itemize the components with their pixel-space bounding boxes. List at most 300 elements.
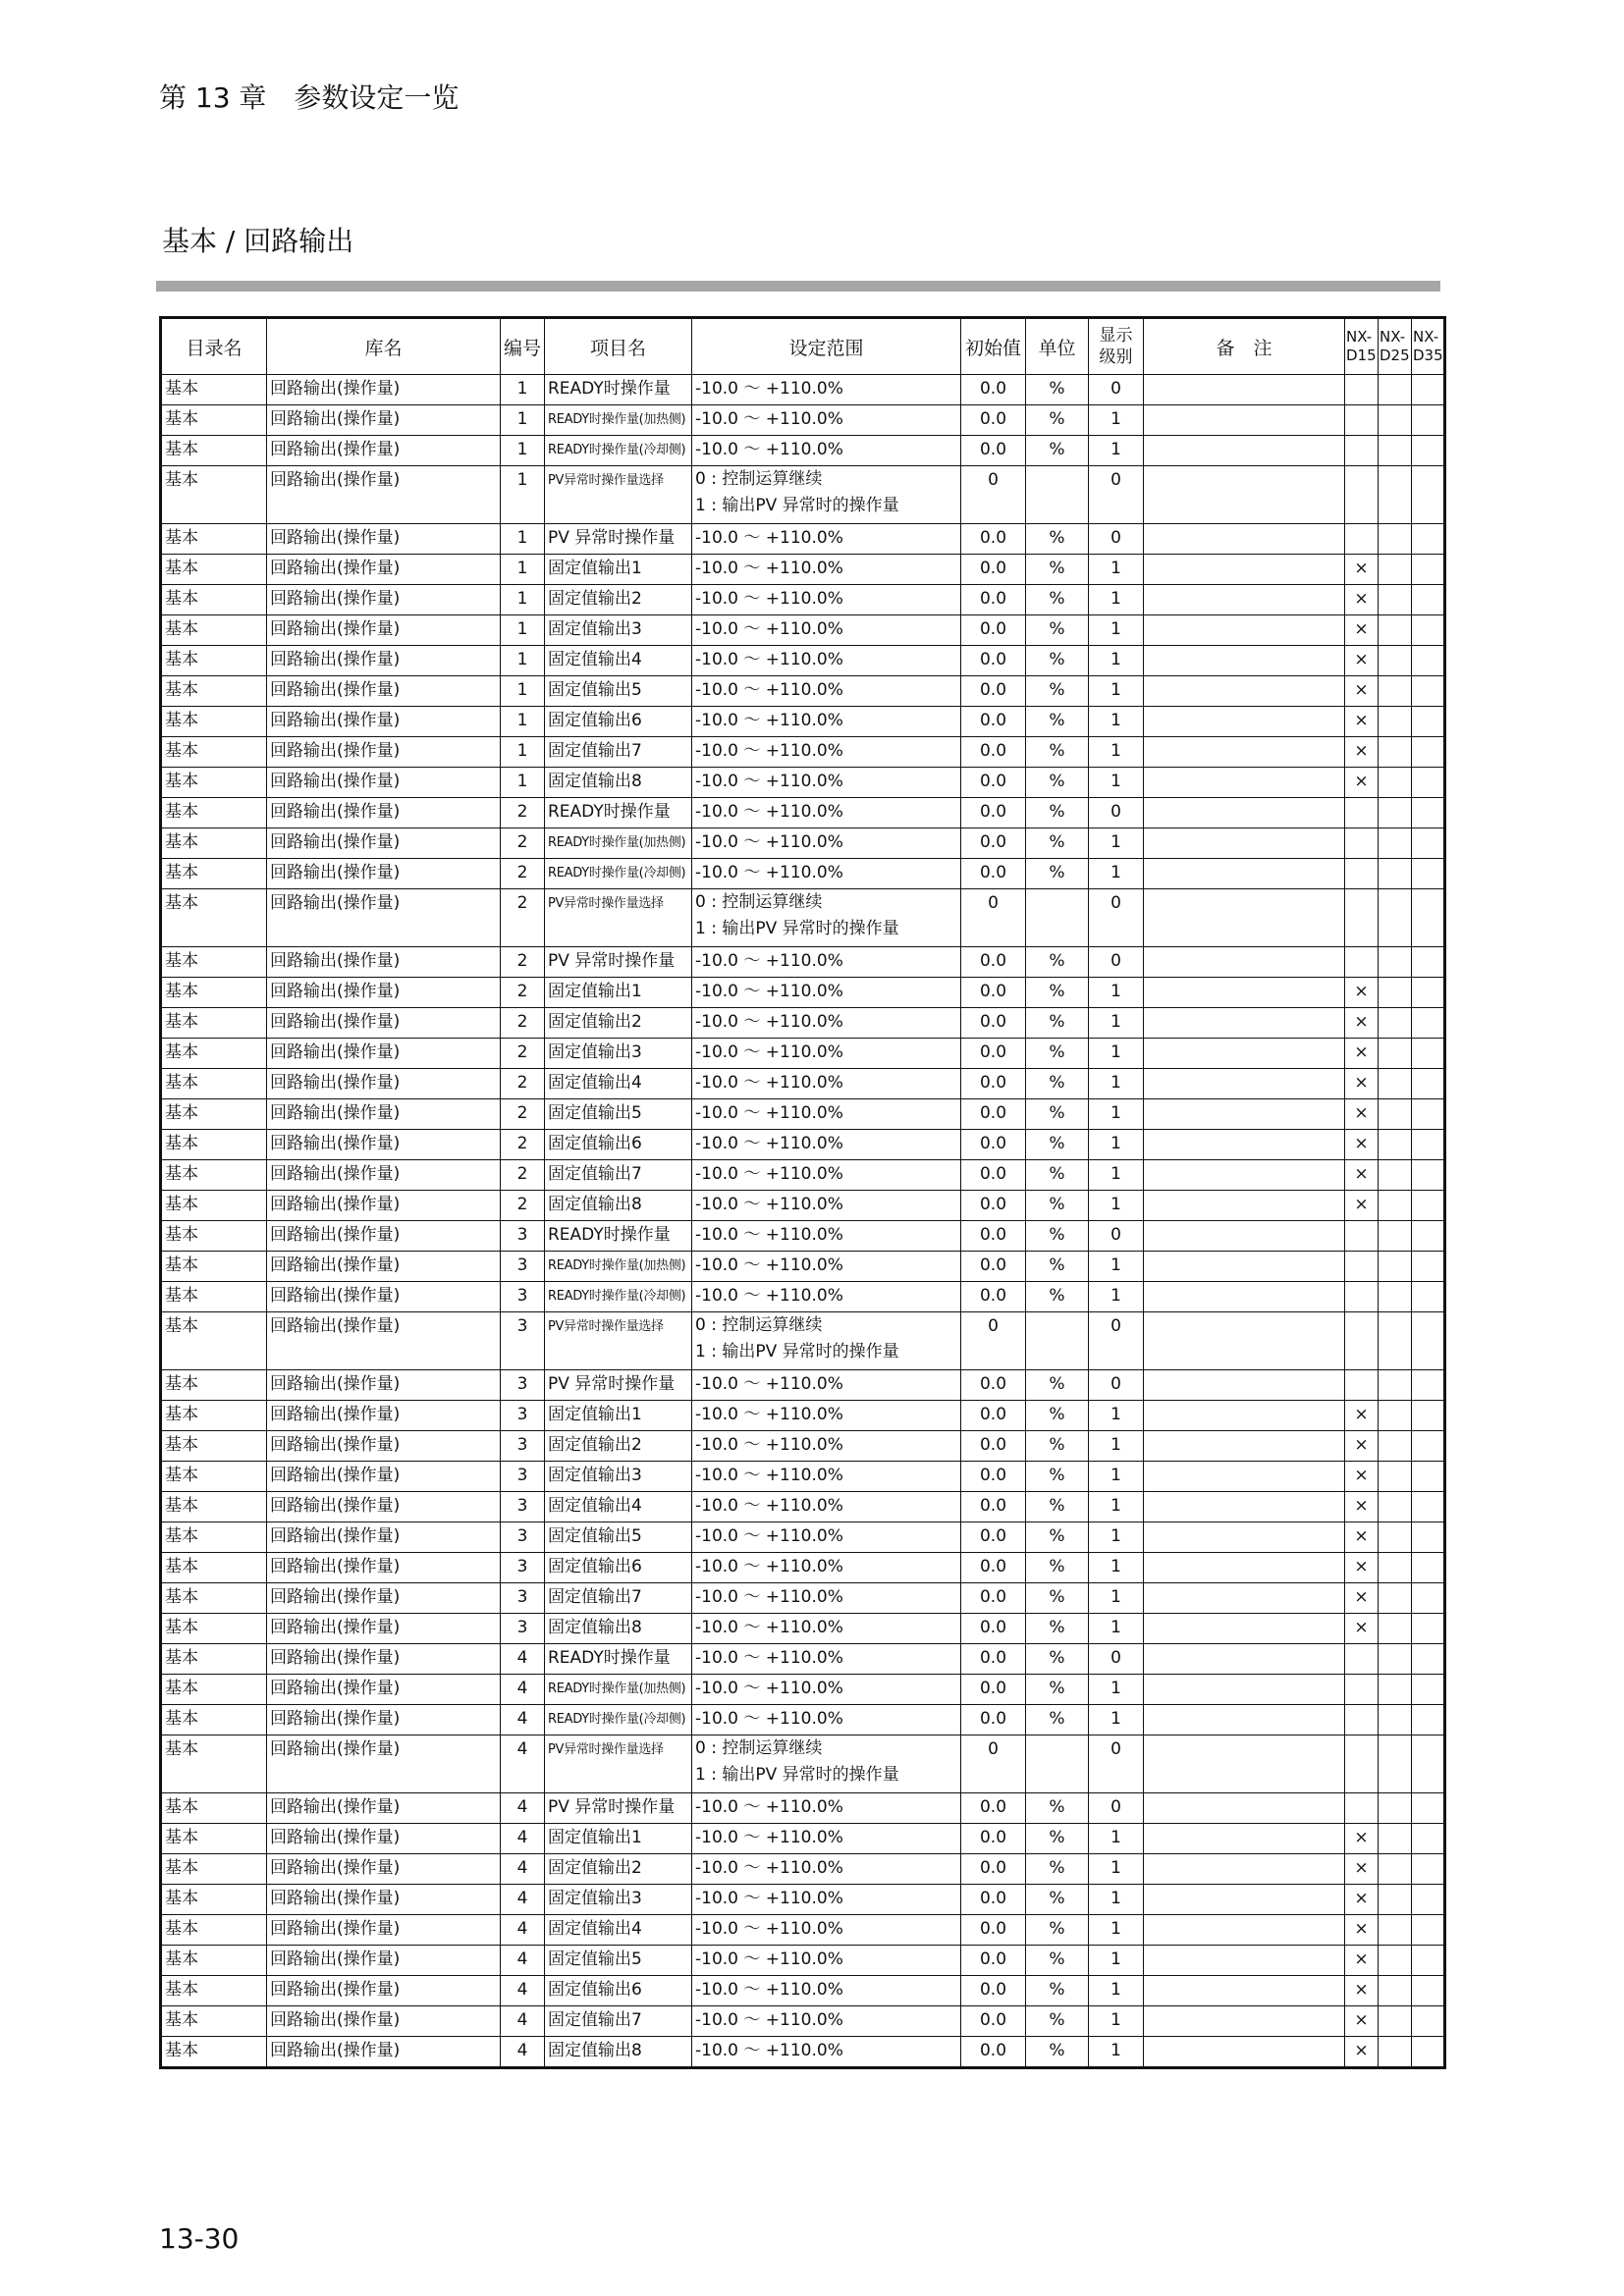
- cell-level: 1: [1089, 1885, 1144, 1915]
- cell-remarks: [1144, 1431, 1345, 1462]
- cell-unit: %: [1026, 1824, 1089, 1854]
- cell-level: 0: [1089, 798, 1144, 828]
- cell-library: 回路输出(操作量): [267, 798, 501, 828]
- cell-model-d15: [1345, 466, 1379, 524]
- cell-directory: 基本: [161, 1069, 267, 1099]
- cell-model-d35: [1412, 1854, 1445, 1885]
- cell-level: 1: [1089, 1824, 1144, 1854]
- cell-number: 4: [501, 1735, 545, 1793]
- cell-model-d35: [1412, 1793, 1445, 1824]
- cell-initial: 0: [961, 1735, 1026, 1793]
- cell-directory: 基本: [161, 947, 267, 978]
- cell-model-d25: [1379, 646, 1412, 676]
- header-number: 编号: [501, 318, 545, 375]
- cell-library: 回路输出(操作量): [267, 889, 501, 947]
- cell-initial: 0.0: [961, 1462, 1026, 1492]
- cell-level: 0: [1089, 889, 1144, 947]
- cell-directory: 基本: [161, 1160, 267, 1191]
- table-row: [161, 466, 1445, 524]
- cell-level: 1: [1089, 436, 1144, 466]
- table-row: [161, 1553, 1445, 1583]
- cell-library: 回路输出(操作量): [267, 1885, 501, 1915]
- cell-initial: 0.0: [961, 1160, 1026, 1191]
- cell-item: READY时操作量: [545, 375, 692, 405]
- header-directory: 目录名: [161, 318, 267, 375]
- cell-unit: %: [1026, 828, 1089, 859]
- cell-remarks: [1144, 1099, 1345, 1130]
- cell-model-d35: [1412, 524, 1445, 555]
- cell-model-d25: [1379, 978, 1412, 1008]
- cell-directory: 基本: [161, 1282, 267, 1312]
- cell-initial: 0.0: [961, 1976, 1026, 2006]
- cell-directory: 基本: [161, 2006, 267, 2037]
- cell-level: 1: [1089, 1008, 1144, 1039]
- cell-item: READY时操作量(冷却侧): [545, 1705, 692, 1735]
- cell-directory: 基本: [161, 585, 267, 615]
- cell-unit: %: [1026, 524, 1089, 555]
- cell-level: 1: [1089, 1462, 1144, 1492]
- cell-unit: %: [1026, 768, 1089, 798]
- cell-remarks: [1144, 466, 1345, 524]
- cell-model-d15: ×: [1345, 615, 1379, 646]
- cell-initial: 0.0: [961, 436, 1026, 466]
- cell-initial: 0.0: [961, 646, 1026, 676]
- cell-directory: 基本: [161, 1008, 267, 1039]
- table-row: [161, 2037, 1445, 2068]
- cell-range: -10.0 ～ +110.0%: [692, 978, 961, 1008]
- table-row: [161, 828, 1445, 859]
- cell-model-d25: [1379, 1099, 1412, 1130]
- cell-number: 2: [501, 1160, 545, 1191]
- cell-initial: 0.0: [961, 405, 1026, 436]
- cell-model-d35: [1412, 1099, 1445, 1130]
- cell-initial: 0.0: [961, 1431, 1026, 1462]
- cell-level: 1: [1089, 676, 1144, 707]
- cell-level: 1: [1089, 1614, 1144, 1644]
- table-row: [161, 676, 1445, 707]
- cell-model-d25: [1379, 2006, 1412, 2037]
- cell-model-d25: [1379, 375, 1412, 405]
- cell-model-d15: ×: [1345, 768, 1379, 798]
- cell-model-d35: [1412, 2006, 1445, 2037]
- cell-remarks: [1144, 1492, 1345, 1522]
- cell-initial: 0.0: [961, 828, 1026, 859]
- cell-directory: 基本: [161, 375, 267, 405]
- cell-number: 3: [501, 1553, 545, 1583]
- cell-item: 固定值输出2: [545, 1008, 692, 1039]
- cell-directory: 基本: [161, 1705, 267, 1735]
- cell-model-d25: [1379, 2037, 1412, 2068]
- cell-model-d25: [1379, 1462, 1412, 1492]
- cell-library: 回路输出(操作量): [267, 737, 501, 768]
- chapter-header: 第 13 章 参数设定一览: [159, 81, 460, 114]
- cell-model-d25: [1379, 1793, 1412, 1824]
- table-row: [161, 707, 1445, 737]
- cell-number: 1: [501, 524, 545, 555]
- cell-range: -10.0 ～ +110.0%: [692, 1191, 961, 1221]
- range-line: 1 : 输出PV 异常时的操作量: [695, 1342, 899, 1362]
- cell-item: 固定值输出8: [545, 2037, 692, 2068]
- cell-directory: 基本: [161, 555, 267, 585]
- cell-initial: 0.0: [961, 1008, 1026, 1039]
- cell-library: 回路输出(操作量): [267, 1401, 501, 1431]
- cell-model-d15: ×: [1345, 2006, 1379, 2037]
- cell-item: 固定值输出6: [545, 1130, 692, 1160]
- cell-item: 固定值输出2: [545, 1854, 692, 1885]
- cell-unit: %: [1026, 375, 1089, 405]
- cell-remarks: [1144, 1221, 1345, 1252]
- cell-directory: 基本: [161, 1824, 267, 1854]
- cell-range: -10.0 ～ +110.0%: [692, 405, 961, 436]
- cell-library: 回路输出(操作量): [267, 1431, 501, 1462]
- cell-model-d35: [1412, 1583, 1445, 1614]
- cell-range: -10.0 ～ +110.0%: [692, 1431, 961, 1462]
- table-row: [161, 1099, 1445, 1130]
- table-row: [161, 1370, 1445, 1401]
- cell-model-d25: [1379, 1221, 1412, 1252]
- cell-model-d15: ×: [1345, 1462, 1379, 1492]
- cell-initial: 0.0: [961, 737, 1026, 768]
- cell-number: 1: [501, 375, 545, 405]
- cell-remarks: [1144, 1008, 1345, 1039]
- cell-item: PV 异常时操作量: [545, 524, 692, 555]
- cell-initial: 0.0: [961, 1854, 1026, 1885]
- cell-initial: 0.0: [961, 1824, 1026, 1854]
- table-row: [161, 1312, 1445, 1370]
- cell-number: 2: [501, 1069, 545, 1099]
- cell-unit: %: [1026, 737, 1089, 768]
- header-model-d15-line2: D15: [1346, 347, 1377, 364]
- cell-range: -10.0 ～ +110.0%: [692, 646, 961, 676]
- table-row: [161, 1976, 1445, 2006]
- cell-directory: 基本: [161, 524, 267, 555]
- cell-unit: %: [1026, 1252, 1089, 1282]
- cell-model-d15: ×: [1345, 555, 1379, 585]
- cell-model-d15: [1345, 889, 1379, 947]
- cell-remarks: [1144, 1252, 1345, 1282]
- table-row: [161, 1282, 1445, 1312]
- cell-initial: 0.0: [961, 1553, 1026, 1583]
- cell-remarks: [1144, 1675, 1345, 1705]
- cell-directory: 基本: [161, 798, 267, 828]
- cell-number: 2: [501, 947, 545, 978]
- cell-item: READY时操作量(冷却侧): [545, 859, 692, 889]
- cell-model-d25: [1379, 555, 1412, 585]
- cell-remarks: [1144, 1160, 1345, 1191]
- cell-level: 1: [1089, 1401, 1144, 1431]
- cell-library: 回路输出(操作量): [267, 1160, 501, 1191]
- cell-model-d15: ×: [1345, 1160, 1379, 1191]
- cell-model-d35: [1412, 1553, 1445, 1583]
- cell-remarks: [1144, 1312, 1345, 1370]
- cell-item: READY时操作量: [545, 1644, 692, 1675]
- cell-model-d35: [1412, 1282, 1445, 1312]
- cell-model-d25: [1379, 1644, 1412, 1675]
- cell-level: 1: [1089, 1553, 1144, 1583]
- cell-directory: 基本: [161, 768, 267, 798]
- cell-range: -10.0 ～ +110.0%: [692, 1614, 961, 1644]
- cell-range: -10.0 ～ +110.0%: [692, 947, 961, 978]
- cell-item: 固定值输出5: [545, 1522, 692, 1553]
- cell-model-d15: [1345, 436, 1379, 466]
- cell-initial: 0.0: [961, 1130, 1026, 1160]
- cell-library: 回路输出(操作量): [267, 1553, 501, 1583]
- table-row: [161, 1522, 1445, 1553]
- table-row: [161, 375, 1445, 405]
- cell-item: 固定值输出3: [545, 1039, 692, 1069]
- cell-directory: 基本: [161, 1553, 267, 1583]
- header-model-d25-line1: NX-: [1380, 328, 1406, 346]
- cell-model-d25: [1379, 1008, 1412, 1039]
- cell-level: 1: [1089, 737, 1144, 768]
- cell-level: 0: [1089, 466, 1144, 524]
- cell-unit: %: [1026, 1492, 1089, 1522]
- cell-directory: 基本: [161, 1039, 267, 1069]
- cell-number: 3: [501, 1312, 545, 1370]
- cell-remarks: [1144, 1370, 1345, 1401]
- cell-remarks: [1144, 859, 1345, 889]
- table-row: [161, 1160, 1445, 1191]
- cell-level: 1: [1089, 1854, 1144, 1885]
- cell-model-d15: [1345, 375, 1379, 405]
- header-range: 设定范围: [692, 318, 961, 375]
- cell-directory: 基本: [161, 1492, 267, 1522]
- cell-model-d35: [1412, 1885, 1445, 1915]
- cell-remarks: [1144, 615, 1345, 646]
- table-row: [161, 737, 1445, 768]
- cell-library: 回路输出(操作量): [267, 585, 501, 615]
- cell-unit: %: [1026, 2006, 1089, 2037]
- cell-library: 回路输出(操作量): [267, 707, 501, 737]
- cell-level: 1: [1089, 1039, 1144, 1069]
- cell-level: 0: [1089, 1312, 1144, 1370]
- cell-model-d25: [1379, 1735, 1412, 1793]
- cell-initial: 0.0: [961, 1039, 1026, 1069]
- table-row: [161, 1854, 1445, 1885]
- cell-model-d25: [1379, 676, 1412, 707]
- cell-model-d35: [1412, 1522, 1445, 1553]
- cell-model-d25: [1379, 1370, 1412, 1401]
- cell-library: 回路输出(操作量): [267, 676, 501, 707]
- cell-item: 固定值输出5: [545, 1099, 692, 1130]
- cell-library: 回路输出(操作量): [267, 1252, 501, 1282]
- cell-range: -10.0 ～ +110.0%: [692, 828, 961, 859]
- cell-initial: 0.0: [961, 1069, 1026, 1099]
- cell-item: 固定值输出3: [545, 1885, 692, 1915]
- table-row: [161, 524, 1445, 555]
- cell-directory: 基本: [161, 436, 267, 466]
- cell-range: -10.0 ～ +110.0%: [692, 555, 961, 585]
- cell-model-d35: [1412, 555, 1445, 585]
- cell-directory: 基本: [161, 466, 267, 524]
- cell-range: -10.0 ～ +110.0%: [692, 2006, 961, 2037]
- cell-library: 回路输出(操作量): [267, 1130, 501, 1160]
- cell-model-d15: ×: [1345, 2037, 1379, 2068]
- cell-model-d25: [1379, 768, 1412, 798]
- cell-level: 1: [1089, 768, 1144, 798]
- cell-library: 回路输出(操作量): [267, 1312, 501, 1370]
- cell-item: 固定值输出4: [545, 1069, 692, 1099]
- cell-library: 回路输出(操作量): [267, 1370, 501, 1401]
- cell-model-d15: ×: [1345, 707, 1379, 737]
- cell-unit: %: [1026, 1793, 1089, 1824]
- cell-item: 固定值输出8: [545, 1614, 692, 1644]
- cell-model-d35: [1412, 1370, 1445, 1401]
- table-row: [161, 859, 1445, 889]
- range-line: 1 : 输出PV 异常时的操作量: [695, 496, 899, 515]
- cell-model-d25: [1379, 1522, 1412, 1553]
- cell-range: -10.0 ～ +110.0%: [692, 1854, 961, 1885]
- cell-directory: 基本: [161, 1583, 267, 1614]
- cell-remarks: [1144, 1976, 1345, 2006]
- cell-initial: 0.0: [961, 2037, 1026, 2068]
- table-row: [161, 1614, 1445, 1644]
- cell-range: -10.0 ～ +110.0%: [692, 436, 961, 466]
- section-title: 基本 / 回路输出: [162, 225, 354, 257]
- cell-range: -10.0 ～ +110.0%: [692, 1252, 961, 1282]
- cell-unit: %: [1026, 1885, 1089, 1915]
- cell-level: 1: [1089, 1069, 1144, 1099]
- cell-item: 固定值输出4: [545, 1492, 692, 1522]
- cell-initial: 0.0: [961, 798, 1026, 828]
- cell-model-d25: [1379, 405, 1412, 436]
- table-row: [161, 1915, 1445, 1946]
- cell-item: 固定值输出7: [545, 1583, 692, 1614]
- cell-model-d25: [1379, 1191, 1412, 1221]
- cell-model-d35: [1412, 1252, 1445, 1282]
- cell-number: 1: [501, 585, 545, 615]
- cell-range: -10.0 ～ +110.0%: [692, 1462, 961, 1492]
- cell-model-d15: [1345, 1735, 1379, 1793]
- cell-model-d15: ×: [1345, 1008, 1379, 1039]
- cell-range: -10.0 ～ +110.0%: [692, 1553, 961, 1583]
- table-row: [161, 2006, 1445, 2037]
- cell-range: -10.0 ～ +110.0%: [692, 1282, 961, 1312]
- cell-range: -10.0 ～ +110.0%: [692, 1644, 961, 1675]
- table-row: [161, 1401, 1445, 1431]
- cell-item: READY时操作量: [545, 798, 692, 828]
- cell-initial: 0.0: [961, 1946, 1026, 1976]
- cell-directory: 基本: [161, 1885, 267, 1915]
- cell-item: READY时操作量(加热侧): [545, 1675, 692, 1705]
- cell-model-d15: [1345, 1221, 1379, 1252]
- cell-remarks: [1144, 707, 1345, 737]
- header-model-d15: [1345, 318, 1379, 375]
- cell-directory: 基本: [161, 1462, 267, 1492]
- cell-library: 回路输出(操作量): [267, 1976, 501, 2006]
- cell-initial: 0.0: [961, 1614, 1026, 1644]
- cell-remarks: [1144, 1824, 1345, 1854]
- cell-directory: 基本: [161, 1099, 267, 1130]
- cell-unit: [1026, 889, 1089, 947]
- cell-initial: 0.0: [961, 859, 1026, 889]
- cell-library: 回路输出(操作量): [267, 615, 501, 646]
- cell-level: 1: [1089, 1431, 1144, 1462]
- table-row: [161, 585, 1445, 615]
- cell-model-d15: [1345, 1675, 1379, 1705]
- cell-item: 固定值输出7: [545, 737, 692, 768]
- cell-range: -10.0 ～ +110.0%: [692, 798, 961, 828]
- cell-level: 0: [1089, 1221, 1144, 1252]
- cell-range: -10.0 ～ +110.0%: [692, 1583, 961, 1614]
- cell-unit: %: [1026, 1191, 1089, 1221]
- cell-library: 回路输出(操作量): [267, 859, 501, 889]
- cell-remarks: [1144, 1069, 1345, 1099]
- cell-library: 回路输出(操作量): [267, 1946, 501, 1976]
- cell-item: 固定值输出4: [545, 646, 692, 676]
- table-row: [161, 1069, 1445, 1099]
- cell-range: [692, 466, 961, 524]
- cell-model-d25: [1379, 1915, 1412, 1946]
- cell-item: PV 异常时操作量: [545, 1370, 692, 1401]
- cell-model-d15: [1345, 947, 1379, 978]
- cell-initial: 0.0: [961, 1644, 1026, 1675]
- cell-unit: %: [1026, 859, 1089, 889]
- cell-range: -10.0 ～ +110.0%: [692, 1976, 961, 2006]
- cell-library: 回路输出(操作量): [267, 375, 501, 405]
- cell-unit: %: [1026, 1069, 1089, 1099]
- cell-unit: %: [1026, 1946, 1089, 1976]
- cell-item: 固定值输出3: [545, 1462, 692, 1492]
- cell-range: -10.0 ～ +110.0%: [692, 1915, 961, 1946]
- cell-number: 1: [501, 436, 545, 466]
- cell-level: 1: [1089, 2006, 1144, 2037]
- cell-number: 2: [501, 798, 545, 828]
- cell-initial: 0.0: [961, 1675, 1026, 1705]
- cell-number: 3: [501, 1431, 545, 1462]
- cell-model-d15: [1345, 1252, 1379, 1282]
- cell-item: 固定值输出5: [545, 676, 692, 707]
- cell-model-d25: [1379, 1252, 1412, 1282]
- cell-unit: %: [1026, 1915, 1089, 1946]
- cell-number: 2: [501, 978, 545, 1008]
- cell-model-d15: ×: [1345, 1039, 1379, 1069]
- cell-initial: 0.0: [961, 2006, 1026, 2037]
- cell-model-d25: [1379, 1705, 1412, 1735]
- cell-number: 1: [501, 768, 545, 798]
- cell-directory: 基本: [161, 1401, 267, 1431]
- cell-model-d15: ×: [1345, 585, 1379, 615]
- cell-directory: 基本: [161, 1221, 267, 1252]
- cell-library: 回路输出(操作量): [267, 646, 501, 676]
- cell-number: 1: [501, 676, 545, 707]
- cell-unit: %: [1026, 1675, 1089, 1705]
- cell-level: 1: [1089, 1191, 1144, 1221]
- cell-model-d25: [1379, 466, 1412, 524]
- cell-library: 回路输出(操作量): [267, 1614, 501, 1644]
- cell-model-d35: [1412, 828, 1445, 859]
- cell-range: -10.0 ～ +110.0%: [692, 1492, 961, 1522]
- cell-range: -10.0 ～ +110.0%: [692, 1370, 961, 1401]
- cell-item: 固定值输出6: [545, 1976, 692, 2006]
- cell-level: 1: [1089, 1705, 1144, 1735]
- cell-model-d25: [1379, 585, 1412, 615]
- cell-model-d25: [1379, 947, 1412, 978]
- cell-model-d15: [1345, 859, 1379, 889]
- cell-model-d35: [1412, 1462, 1445, 1492]
- cell-remarks: [1144, 1401, 1345, 1431]
- cell-number: 3: [501, 1522, 545, 1553]
- cell-unit: %: [1026, 1462, 1089, 1492]
- cell-directory: 基本: [161, 1370, 267, 1401]
- cell-initial: 0.0: [961, 1252, 1026, 1282]
- cell-library: 回路输出(操作量): [267, 1191, 501, 1221]
- cell-number: 3: [501, 1462, 545, 1492]
- cell-item: PV 异常时操作量: [545, 1793, 692, 1824]
- cell-model-d35: [1412, 375, 1445, 405]
- table-row: [161, 1824, 1445, 1854]
- cell-range: [692, 1312, 961, 1370]
